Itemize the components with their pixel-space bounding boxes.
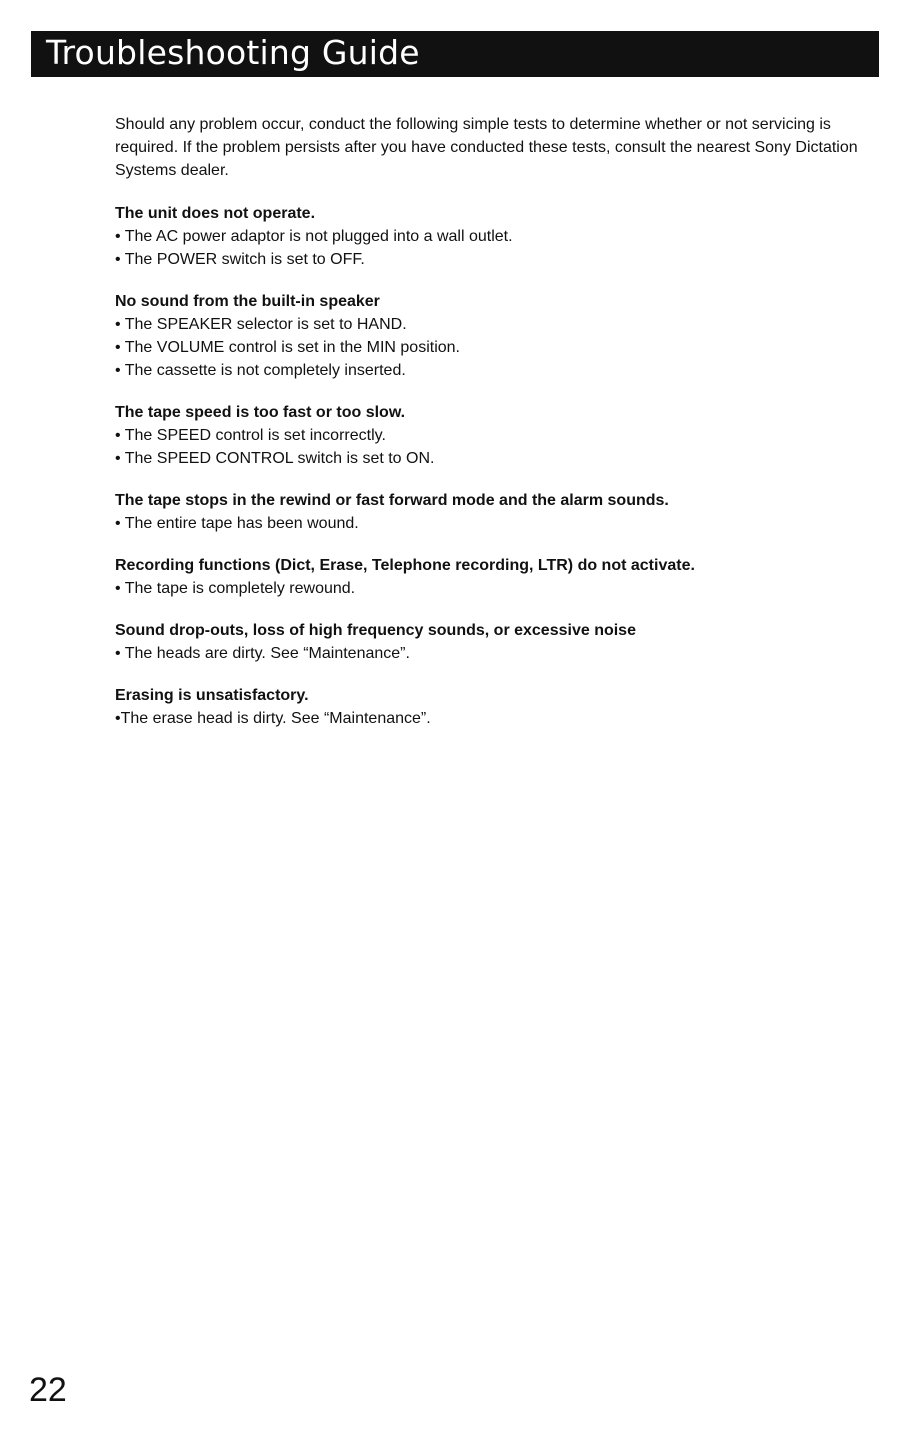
bullet-list	[115, 707, 875, 730]
bullet-item: • The POWER switch is set to OFF.	[115, 251, 365, 268]
bullet-item: • The SPEAKER selector is set to HAND.	[115, 316, 407, 333]
section-heading: Recording functions (Dict, Erase, Telephone recording, LTR) do not activate.	[115, 557, 695, 574]
bullet-list	[115, 577, 875, 600]
bullet-item: • The heads are dirty. See “Maintenance”.	[115, 645, 410, 662]
bullet-item: • The entire tape has been wound.	[115, 515, 359, 532]
section-heading: The tape stops in the rewind or fast forward mode and the alarm sounds.	[115, 492, 669, 509]
section-heading: The tape speed is too fast or too slow.	[115, 404, 406, 421]
troubleshooting-section	[115, 401, 875, 470]
bullet-item: • The cassette is not completely inserted.	[115, 362, 406, 379]
bullet-item: • The tape is completely rewound.	[115, 580, 356, 597]
troubleshooting-section	[115, 684, 875, 730]
troubleshooting-section	[115, 290, 875, 382]
bullet-list	[115, 313, 875, 382]
bullet-item: • The AC power adaptor is not plugged into a wall outlet.	[115, 228, 513, 245]
bullet-item: • The VOLUME control is set in the MIN position.	[115, 339, 460, 356]
section-heading: Erasing is unsatisfactory.	[115, 687, 309, 704]
bullet-item: •The erase head is dirty. See “Maintenance”.	[115, 710, 431, 727]
bullet-list	[115, 424, 875, 470]
troubleshooting-section	[115, 554, 875, 600]
bullet-list	[115, 642, 875, 665]
section-heading: Sound drop-outs, loss of high frequency sounds, or excessive noise	[115, 622, 636, 639]
section-heading: The unit does not operate.	[115, 205, 316, 222]
intro-paragraph: Should any problem occur, conduct the following simple tests to determine whether or not servicing is required. If the problem persists after you have conducted these tests, consult the nearest Sony Dictation Systems dealer.	[115, 116, 858, 179]
section-heading: No sound from the built-in speaker	[115, 293, 380, 310]
page-number: 22	[29, 1371, 67, 1409]
troubleshooting-section	[115, 619, 875, 665]
main-content	[115, 113, 875, 749]
bullet-list	[115, 225, 875, 271]
bullet-item: • The SPEED control is set incorrectly.	[115, 427, 386, 444]
troubleshooting-section	[115, 202, 875, 271]
title-bar	[31, 31, 879, 77]
bullet-item: • The SPEED CONTROL switch is set to ON.	[115, 450, 435, 467]
bullet-list	[115, 512, 875, 535]
troubleshooting-section	[115, 489, 875, 535]
page-title: Troubleshooting Guide	[46, 33, 420, 72]
